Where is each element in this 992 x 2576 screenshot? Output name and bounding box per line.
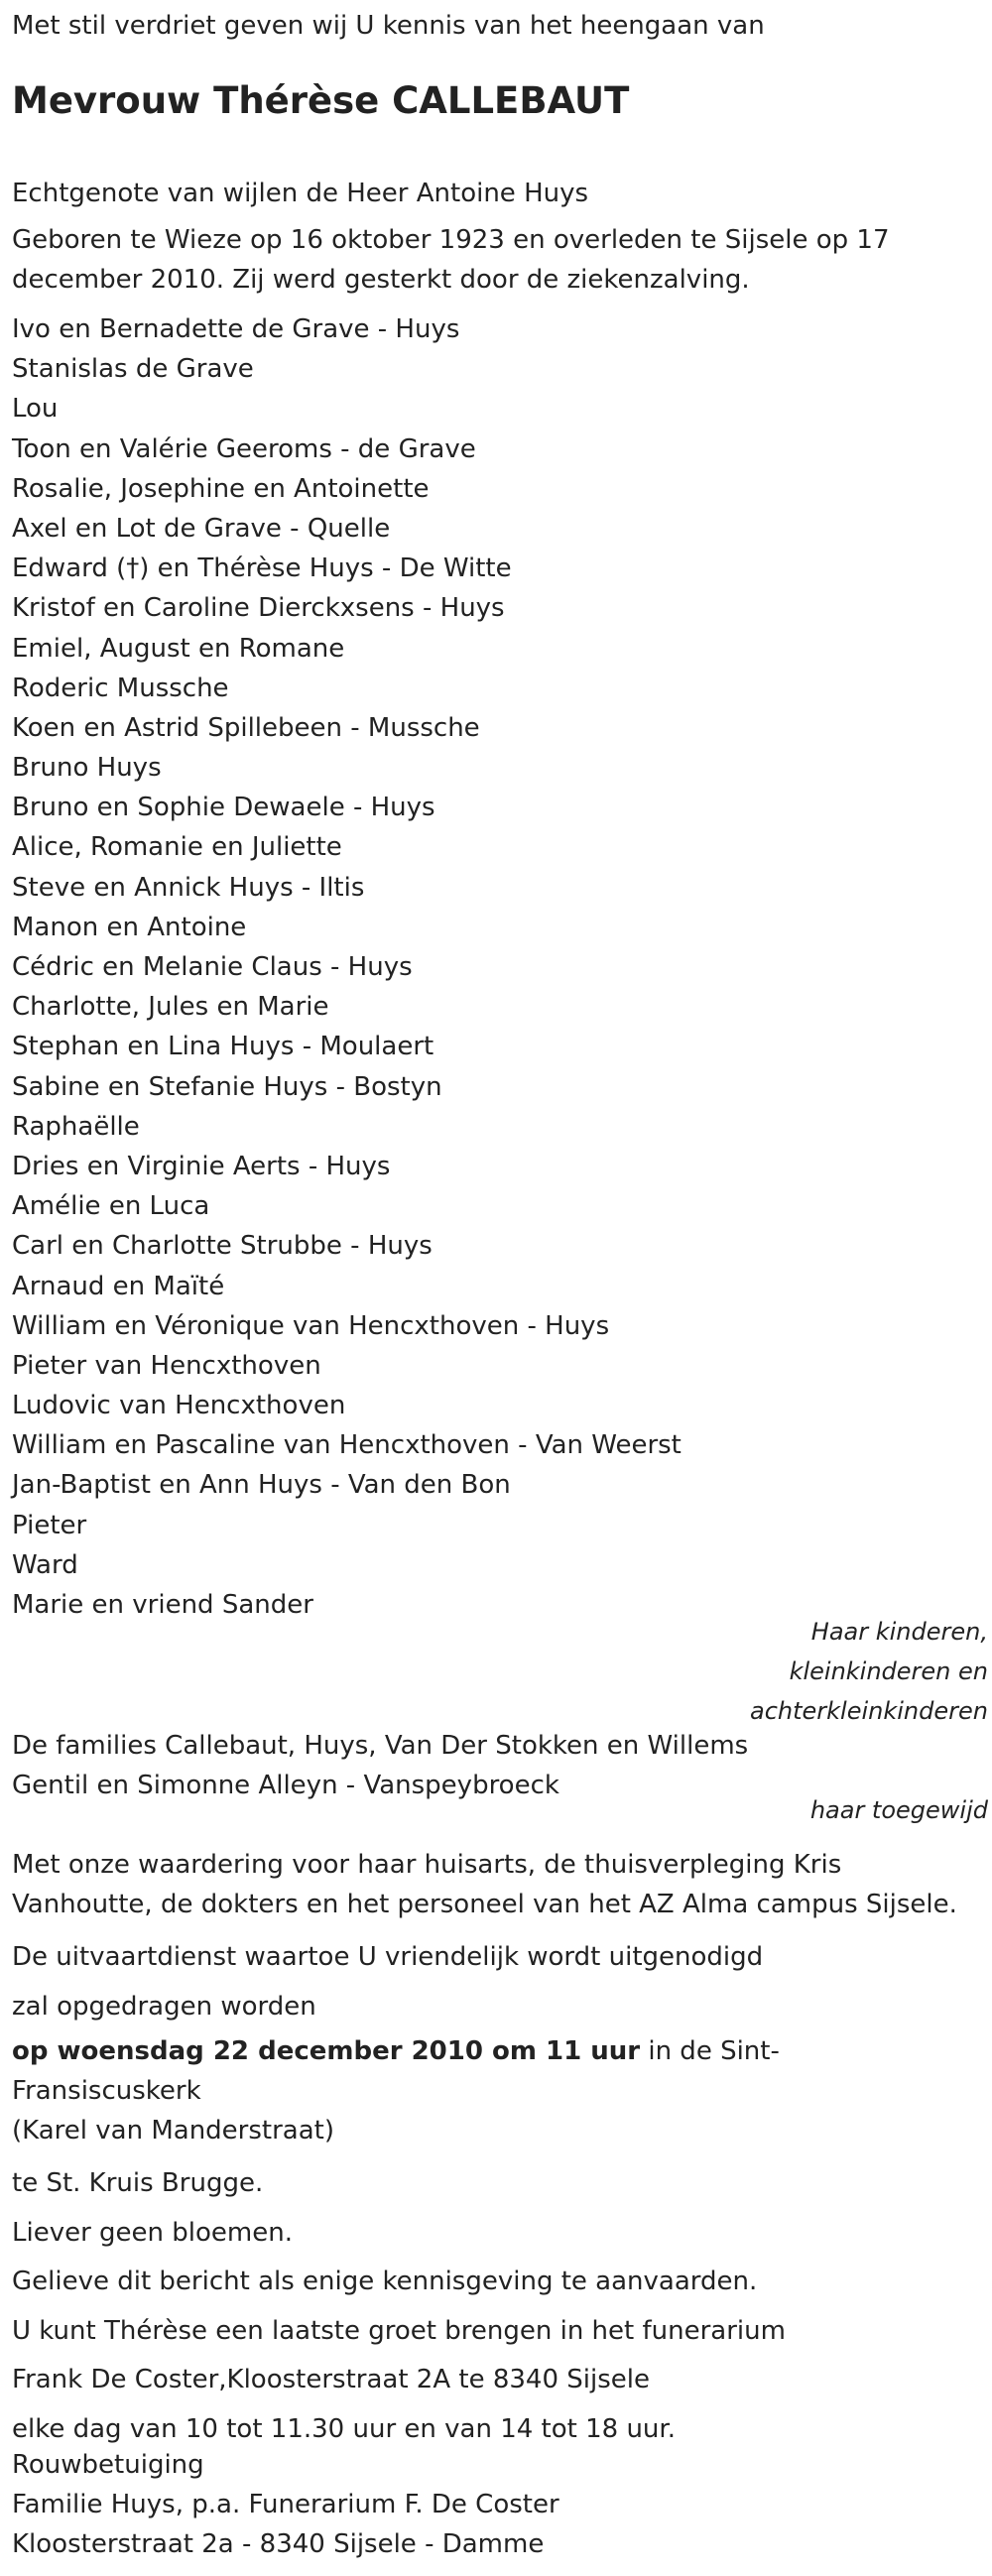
family-member: William en Véronique van Hencxthoven - Huys — [12, 1310, 610, 1341]
mourning-name: Familie Huys, p.a. Funerarium F. De Coster — [12, 2490, 559, 2519]
family-member: Jan-Baptist en Ann Huys - Van den Bon — [12, 1470, 511, 1501]
funerarium-text: Frank De Coster,Kloosterstraat 2A te 8340 Sijsele — [12, 2365, 650, 2394]
family-member: Sabine en Stefanie Huys - Bostyn — [12, 1071, 442, 1102]
mourning-address: Kloosterstraat 2a - 8340 Sijsele - Damme — [12, 2529, 545, 2559]
family-member: William en Pascaline van Hencxthoven - Van Weerst — [12, 1430, 682, 1461]
family-member: Edward (†) en Thérèse Huys - De Witte — [12, 553, 512, 584]
family-member: Ward — [12, 1549, 78, 1580]
town-text: te St. Kruis Brugge. — [12, 2168, 264, 2198]
family-member: Ivo en Bernadette de Grave - Huys — [12, 314, 460, 344]
family-member: Dries en Virginie Aerts - Huys — [12, 1151, 391, 1181]
widow-text: Echtgenote van wijlen de Heer Antoine Huys — [12, 179, 589, 208]
church-text: in de Sint-Fransiscuskerk — [12, 2036, 780, 2106]
family-member: Raphaëlle — [12, 1111, 140, 1142]
signature-devoted: haar toegewijd — [809, 1796, 988, 1824]
service-date-bold: op woensdag 22 december 2010 om 11 uur — [12, 2036, 641, 2066]
birth-death-text: Geboren te Wieze op 16 oktober 1923 en overleden te Sijsele op 17 december 2010. Zij werd gesterkt door de ziekenzalving. — [12, 225, 890, 295]
family-member: Toon en Valérie Geeroms - de Grave — [12, 433, 476, 464]
family-member: Cédric en Melanie Claus - Huys — [12, 952, 413, 982]
family-member: Steve en Annick Huys - Iltis — [12, 872, 365, 903]
service-date — [12, 2031, 964, 2150]
family-member: Pieter — [12, 1510, 87, 1540]
street-text: (Karel van Manderstraat) — [12, 2116, 334, 2146]
signature-children — [750, 1612, 988, 1731]
family-member: Marie en vriend Sander — [12, 1590, 313, 1620]
family-member: Amélie en Luca — [12, 1191, 210, 1222]
family-entry: Gentil en Simonne Alleyn - Vanspeybroeck — [12, 1771, 559, 1800]
hours-text: elke dag van 10 tot 11.30 uur en van 14 tot 18 uur. — [12, 2413, 676, 2444]
family-member: Ludovic van Hencxthoven — [12, 1391, 346, 1421]
families-list — [12, 1726, 748, 1805]
farewell-text: U kunt Thérèse een laatste groet brengen in het funerarium — [12, 2315, 786, 2346]
closing-section — [12, 1845, 964, 2454]
family-member: Stanislas de Grave — [12, 354, 254, 385]
family-member: Alice, Romanie en Juliette — [12, 832, 342, 863]
flowers-text: Liever geen bloemen. — [12, 2217, 293, 2248]
family-member: Bruno Huys — [12, 753, 162, 784]
signature-line: achterkleinkinderen — [750, 1697, 988, 1725]
signature-line: Haar kinderen, — [810, 1618, 988, 1646]
family-list — [12, 309, 682, 1625]
family-member: Lou — [12, 394, 59, 425]
family-member: Charlotte, Jules en Marie — [12, 992, 329, 1023]
family-member: Koen en Astrid Spillebeen - Mussche — [12, 712, 480, 743]
family-member: Kristof en Caroline Dierckxsens - Huys — [12, 593, 505, 624]
family-member: Axel en Lot de Grave - Quelle — [12, 513, 391, 544]
thanks-text: Met onze waardering voor haar huisarts, de thuisverpleging Kris Vanhoutte, de dokters en het personeel van het AZ Alma campus Sijsele. — [12, 1850, 957, 1919]
family-member: Rosalie, Josephine en Antoinette — [12, 473, 430, 504]
family-member: Pieter van Hencxthoven — [12, 1350, 321, 1381]
service-text: De uitvaartdienst waartoe U vriendelijk wordt uitgenodigd — [12, 1942, 764, 1972]
notice-text: Gelieve dit bericht als enige kennisgeving te aanvaarden. — [12, 2267, 758, 2296]
mourning-title: Rouwbetuiging — [12, 2450, 204, 2480]
family-member: Arnaud en Maïté — [12, 1271, 225, 1301]
family-member: Bruno en Sophie Dewaele - Huys — [12, 793, 435, 823]
family-entry: De families Callebaut, Huys, Van Der Stokken en Willems — [12, 1731, 749, 1761]
held-text: zal opgedragen worden — [12, 1991, 316, 2022]
family-member: Emiel, August en Romane — [12, 633, 345, 664]
mourning-contact — [12, 2445, 559, 2564]
family-member: Manon en Antoine — [12, 912, 247, 942]
family-member: Carl en Charlotte Strubbe - Huys — [12, 1231, 433, 1262]
family-member: Stephan en Lina Huys - Moulaert — [12, 1032, 434, 1062]
signature-line: kleinkinderen en — [789, 1657, 988, 1685]
intro-text: Met stil verdriet geven wij U kennis van het heengaan van — [12, 11, 765, 41]
deceased-name: Mevrouw Thérèse CALLEBAUT — [12, 79, 630, 122]
family-member: Roderic Mussche — [12, 673, 229, 703]
